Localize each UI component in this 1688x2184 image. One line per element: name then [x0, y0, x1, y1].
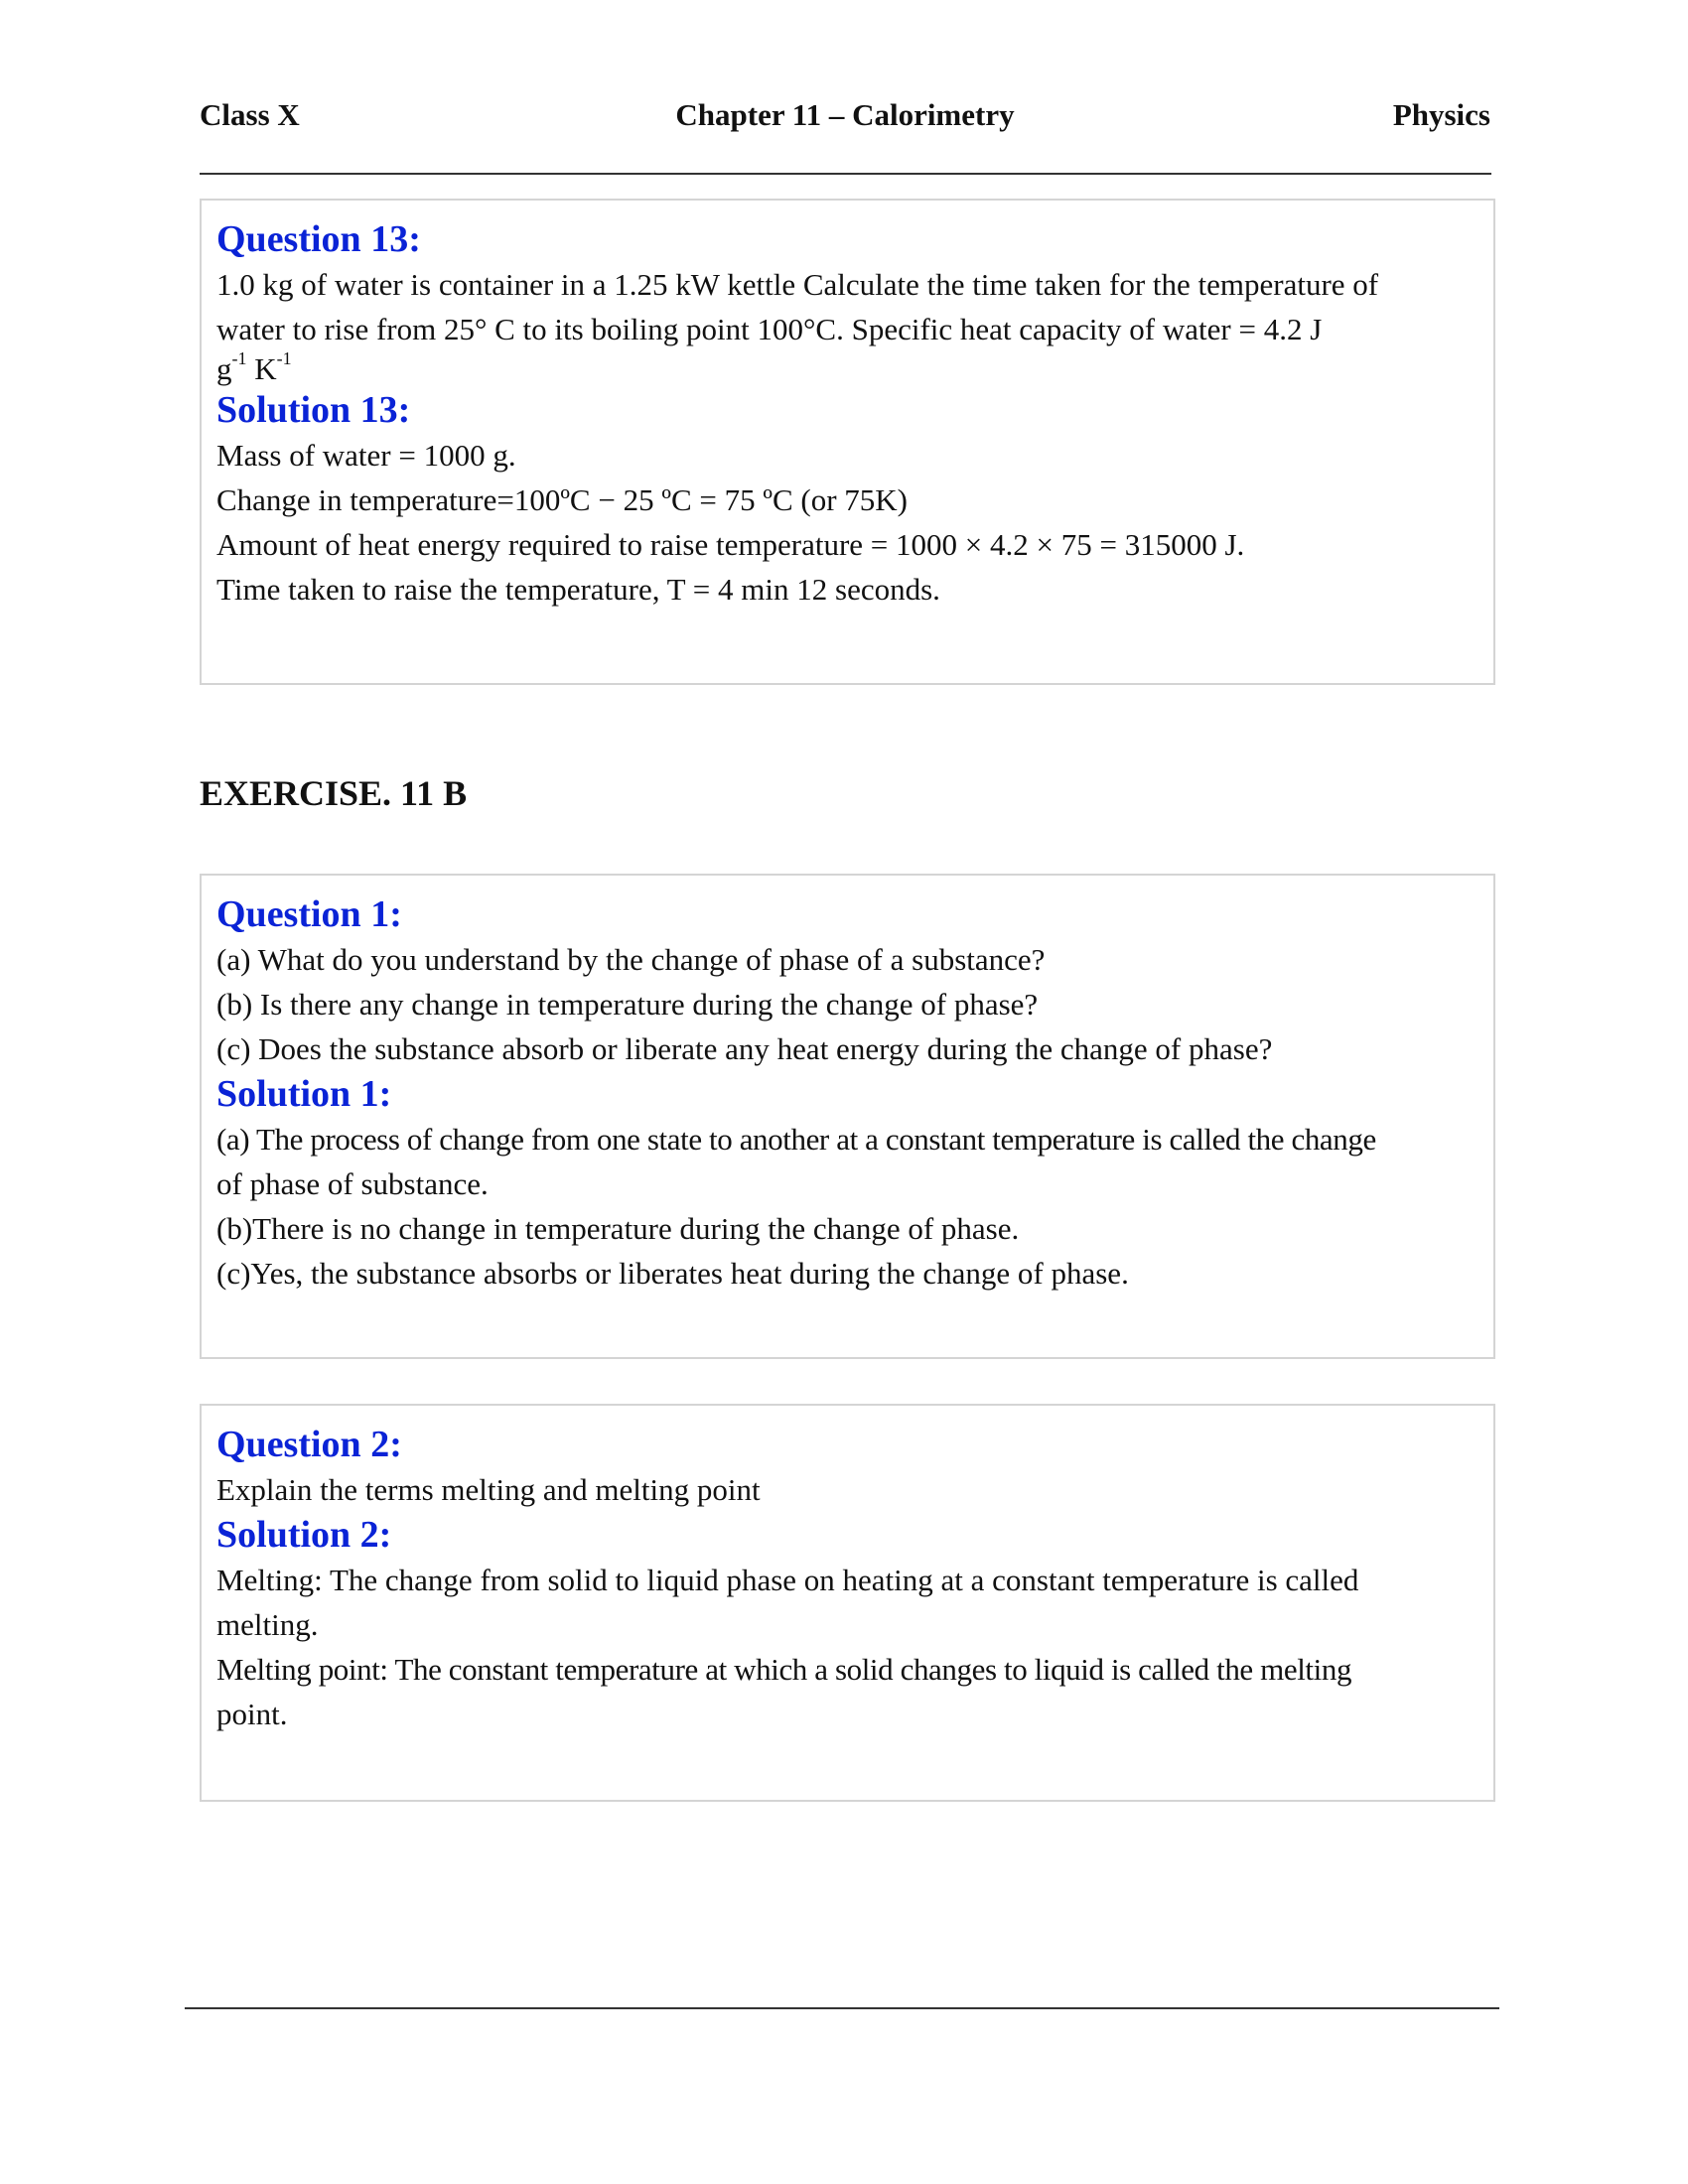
question-2-heading: Question 2: [216, 1424, 402, 1465]
question-1-line: (b) Is there any change in temperature during the change of phase? [216, 987, 1039, 1022]
question-2-line: Explain the terms melting and melting point [216, 1472, 761, 1507]
solution-13-line: Amount of heat energy required to raise temperature = 1000 × 4.2 × 75 = 315000 J. [216, 527, 1245, 562]
question-2-box [200, 1404, 1495, 1802]
solution-13-line: Time taken to raise the temperature, T = 4 min 12 seconds. [216, 572, 940, 607]
unit-k: K [246, 351, 277, 386]
solution-13-heading: Solution 13: [216, 389, 411, 431]
solution-13-line: Change in temperature=100ºC − 25 ºC = 75 ºC (or 75K) [216, 482, 909, 517]
question-1-heading: Question 1: [216, 893, 402, 935]
footer-divider [185, 2007, 1499, 2009]
unit-k-exponent: -1 [276, 347, 292, 368]
unit-g: g [216, 351, 232, 386]
solution-2-line: Melting point: The constant temperature at which a solid changes to liquid is called the melting [216, 1652, 1352, 1687]
question-13-heading: Question 13: [216, 218, 421, 260]
header-subject: Physics [1392, 97, 1490, 132]
header-class: Class X [200, 97, 300, 132]
question-1-line: (c) Does the substance absorb or liberate any heat energy during the change of phase? [216, 1031, 1273, 1066]
solution-1-line: of phase of substance. [216, 1166, 489, 1201]
question-13-box [200, 199, 1495, 685]
solution-1-heading: Solution 1: [216, 1073, 392, 1115]
solution-2-heading: Solution 2: [216, 1514, 392, 1556]
exercise-title: EXERCISE. 11 B [200, 773, 468, 813]
header-divider [200, 173, 1491, 175]
question-1-line: (a) What do you understand by the change of phase of a substance? [216, 942, 1046, 977]
solution-2-line: Melting: The change from solid to liquid phase on heating at a constant temperature is called [216, 1563, 1359, 1597]
solution-2-line: melting. [216, 1607, 319, 1642]
solution-1-line: (c)Yes, the substance absorbs or liberates heat during the change of phase. [216, 1256, 1129, 1291]
unit-g-exponent: -1 [231, 347, 247, 368]
solution-2-line: point. [216, 1697, 288, 1731]
solution-1-line: (a) The process of change from one state to another at a constant temperature is called the change [216, 1122, 1376, 1157]
question-1-box [200, 874, 1495, 1359]
solution-13-line: Mass of water = 1000 g. [216, 438, 516, 473]
header-chapter: Chapter 11 – Calorimetry [675, 97, 1015, 132]
page-header [200, 97, 1490, 141]
question-13-line: water to rise from 25° C to its boiling point 100°C. Specific heat capacity of water = 4.2 J [216, 312, 1323, 346]
question-13-line: 1.0 kg of water is container in a 1.25 kW kettle Calculate the time taken for the temperature of [216, 267, 1379, 302]
solution-1-line: (b)There is no change in temperature during the change of phase. [216, 1211, 1020, 1246]
question-13-unit [216, 347, 1477, 387]
